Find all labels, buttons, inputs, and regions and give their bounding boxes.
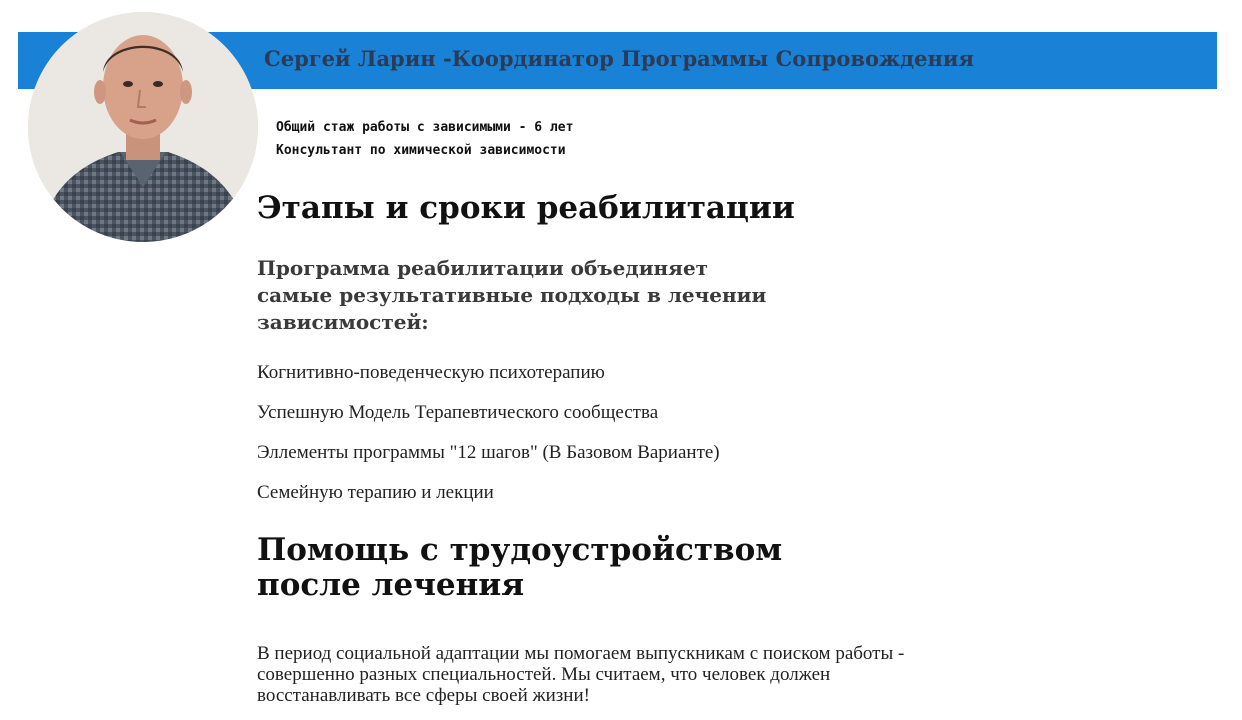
list-item: Эллементы программы "12 шагов" (В Базовом Варианте) — [257, 442, 720, 463]
rehab-heading: Этапы и сроки реабилитации — [257, 190, 795, 226]
header-title: Сергей Ларин -Координатор Программы Сопровождения — [264, 46, 975, 71]
role-text: Консультант по химической зависимости — [276, 143, 566, 158]
list-item: Когнитивно-поведенческую психотерапию — [257, 362, 605, 383]
experience-text: Общий стаж работы с зависимыми - 6 лет — [276, 120, 574, 135]
approaches-list — [257, 362, 720, 522]
list-item: Семейную терапию и лекции — [257, 482, 494, 503]
avatar — [28, 12, 258, 242]
employment-text: В период социальной адаптации мы помогаем выпускникам с поиском работы - совершенно разных специальностей. Мы считаем, что человек должен восстанавливать все сферы своей жизни! — [257, 643, 905, 706]
rehab-intro: Программа реабилитации объединяет самые результативные подходы в лечении зависимостей: — [257, 256, 767, 334]
credentials — [276, 116, 573, 162]
employment-heading: Помощь с трудоустройством после лечения — [257, 532, 783, 603]
person-photo-icon — [28, 12, 258, 242]
list-item: Успешную Модель Терапевтического сообщества — [257, 402, 659, 423]
